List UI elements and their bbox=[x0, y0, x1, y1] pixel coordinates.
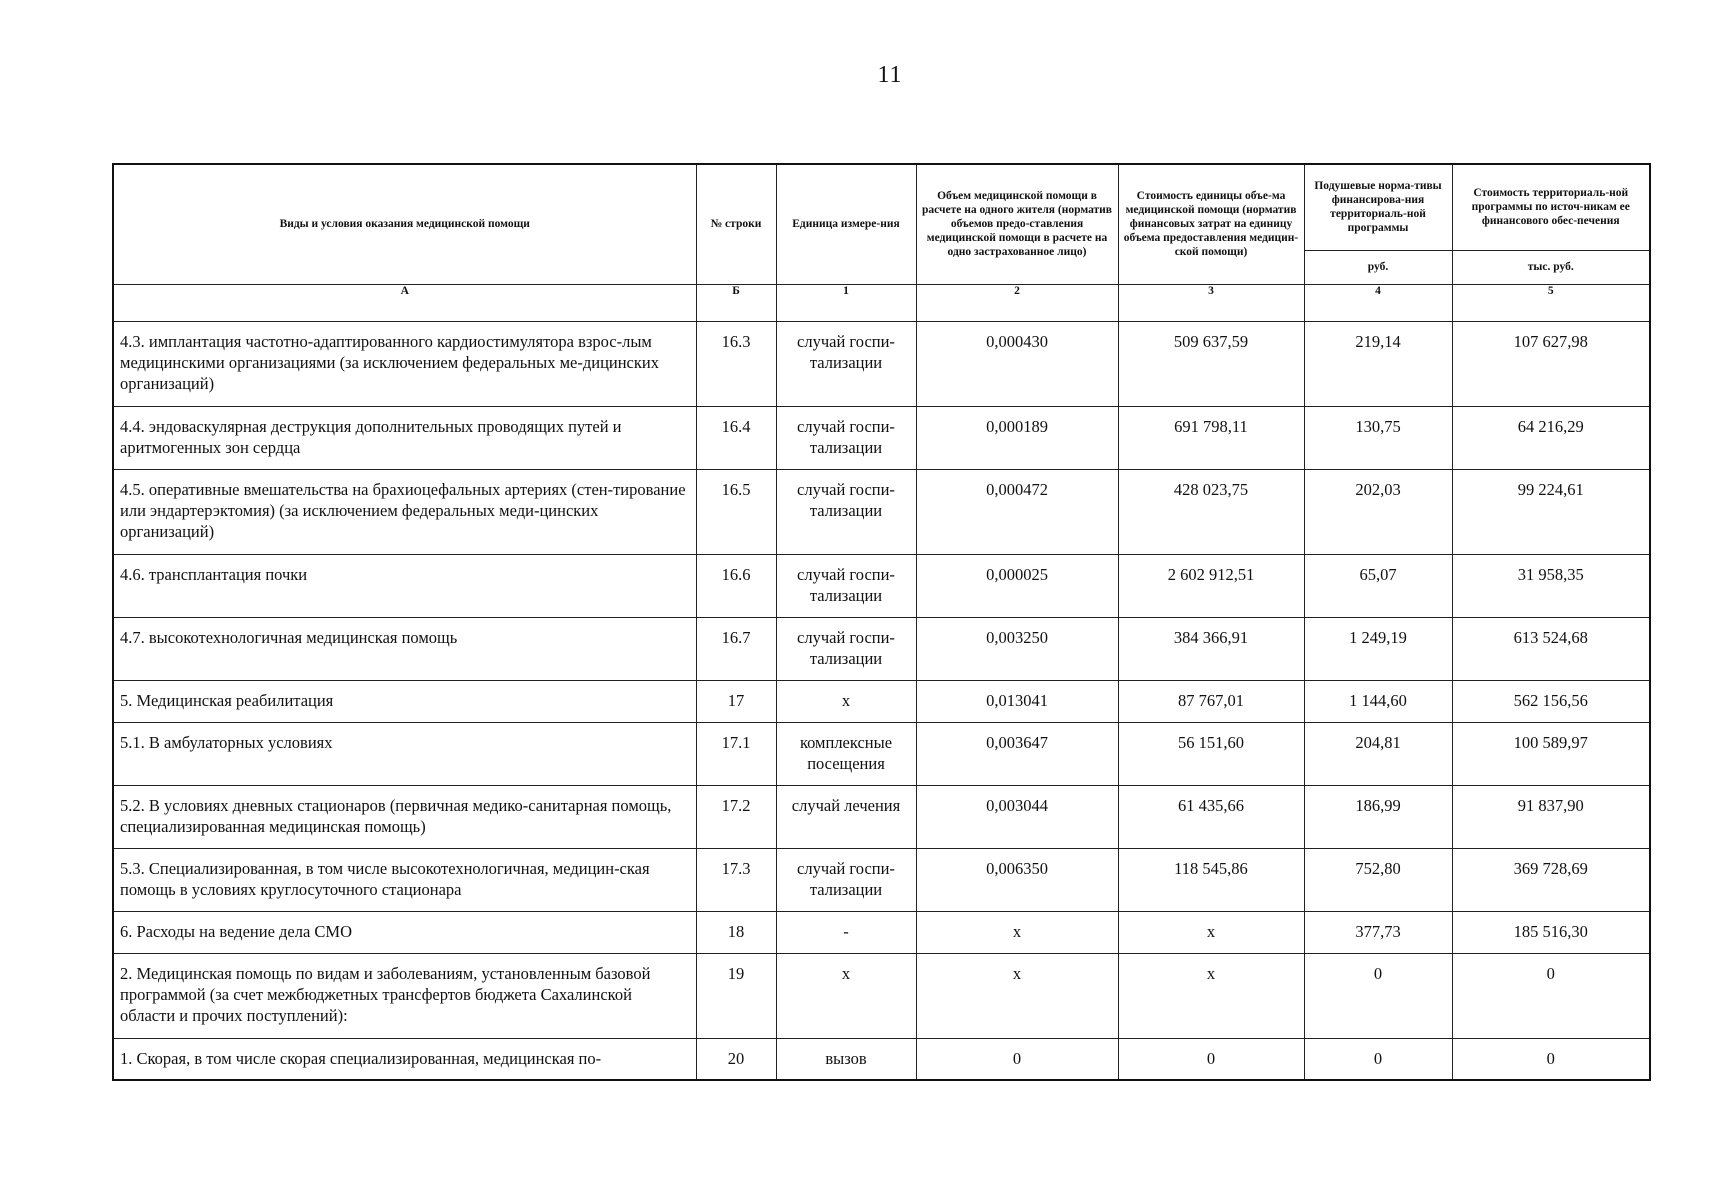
row-unit-cost: 118 545,86 bbox=[1118, 848, 1304, 911]
row-line-number: 17.3 bbox=[696, 848, 776, 911]
row-unit: х bbox=[776, 680, 916, 722]
table-header bbox=[113, 164, 1650, 321]
table-row bbox=[113, 785, 1650, 848]
row-total: 64 216,29 bbox=[1452, 406, 1650, 469]
header-volume: Объем медицинской помощи в расчете на одного жителя (норматив объемов предо-ставления медицинской помощи в расчете на одно застрахованное лицо) bbox=[916, 164, 1118, 284]
table-row bbox=[113, 953, 1650, 1038]
row-unit-cost: 691 798,11 bbox=[1118, 406, 1304, 469]
header-program-cost-unit: тыс. руб. bbox=[1452, 250, 1650, 284]
row-name: 5.1. В амбулаторных условиях bbox=[113, 722, 696, 785]
row-line-number: 17.1 bbox=[696, 722, 776, 785]
row-total: 91 837,90 bbox=[1452, 785, 1650, 848]
header-per-capita: Подушевые норма-тивы финансирова-ния территориаль-ной программы bbox=[1304, 164, 1452, 250]
row-name: 4.4. эндоваскулярная деструкция дополнительных проводящих путей и аритмогенных зон сердца bbox=[113, 406, 696, 469]
row-line-number: 18 bbox=[696, 911, 776, 953]
row-per-capita: 65,07 bbox=[1304, 554, 1452, 617]
row-volume: 0,000472 bbox=[916, 469, 1118, 554]
row-total: 0 bbox=[1452, 953, 1650, 1038]
row-name: 5.2. В условиях дневных стационаров (первичная медико-санитарная помощь, специализированная медицинская помощь) bbox=[113, 785, 696, 848]
table-body bbox=[113, 321, 1650, 1080]
row-unit-cost: 87 767,01 bbox=[1118, 680, 1304, 722]
column-number: 5 bbox=[1452, 284, 1650, 321]
row-volume: 0,003044 bbox=[916, 785, 1118, 848]
row-total: 99 224,61 bbox=[1452, 469, 1650, 554]
row-unit: случай лечения bbox=[776, 785, 916, 848]
row-line-number: 16.7 bbox=[696, 617, 776, 680]
row-volume: х bbox=[916, 953, 1118, 1038]
row-unit-cost: 2 602 912,51 bbox=[1118, 554, 1304, 617]
row-line-number: 17.2 bbox=[696, 785, 776, 848]
row-name: 6. Расходы на ведение дела СМО bbox=[113, 911, 696, 953]
row-volume: 0,006350 bbox=[916, 848, 1118, 911]
column-number: 3 bbox=[1118, 284, 1304, 321]
row-unit-cost: 0 bbox=[1118, 1038, 1304, 1080]
row-line-number: 19 bbox=[696, 953, 776, 1038]
row-name: 2. Медицинская помощь по видам и заболеваниям, установленным базовой программой (за счет межбюджетных трансфертов бюджета Сахалинской области и прочих поступлений): bbox=[113, 953, 696, 1038]
column-number: 4 bbox=[1304, 284, 1452, 321]
row-name: 4.3. имплантация частотно-адаптированного кардиостимулятора взрос-лым медицинскими организациями (за исключением федеральных ме-дицинских организаций) bbox=[113, 321, 696, 406]
table-row bbox=[113, 554, 1650, 617]
row-total: 562 156,56 bbox=[1452, 680, 1650, 722]
row-line-number: 17 bbox=[696, 680, 776, 722]
table-row bbox=[113, 848, 1650, 911]
row-per-capita: 377,73 bbox=[1304, 911, 1452, 953]
row-line-number: 16.3 bbox=[696, 321, 776, 406]
row-unit: х bbox=[776, 953, 916, 1038]
row-volume: 0,003250 bbox=[916, 617, 1118, 680]
row-volume: 0,000430 bbox=[916, 321, 1118, 406]
column-number: Б bbox=[696, 284, 776, 321]
header-unit: Единица измере-ния bbox=[776, 164, 916, 284]
row-unit-cost: 428 023,75 bbox=[1118, 469, 1304, 554]
row-per-capita: 0 bbox=[1304, 953, 1452, 1038]
row-unit: - bbox=[776, 911, 916, 953]
row-unit-cost: 509 637,59 bbox=[1118, 321, 1304, 406]
row-per-capita: 202,03 bbox=[1304, 469, 1452, 554]
table-row bbox=[113, 469, 1650, 554]
financing-table bbox=[112, 163, 1651, 1081]
row-volume: 0,000189 bbox=[916, 406, 1118, 469]
row-per-capita: 219,14 bbox=[1304, 321, 1452, 406]
column-number-row bbox=[113, 284, 1650, 321]
row-unit: вызов bbox=[776, 1038, 916, 1080]
row-volume: 0,003647 bbox=[916, 722, 1118, 785]
row-unit: случай госпи-тализации bbox=[776, 321, 916, 406]
table-row bbox=[113, 722, 1650, 785]
row-volume: 0,000025 bbox=[916, 554, 1118, 617]
row-unit: случай госпи-тализации bbox=[776, 554, 916, 617]
row-line-number: 16.5 bbox=[696, 469, 776, 554]
row-unit: комплексные посещения bbox=[776, 722, 916, 785]
header-program-cost: Стоимость территориаль-ной программы по источ-никам ее финансового обес-печения bbox=[1452, 164, 1650, 250]
row-per-capita: 186,99 bbox=[1304, 785, 1452, 848]
row-total: 185 516,30 bbox=[1452, 911, 1650, 953]
row-unit: случай госпи-тализации bbox=[776, 406, 916, 469]
table-row bbox=[113, 617, 1650, 680]
header-line-number: № строки bbox=[696, 164, 776, 284]
table-row bbox=[113, 911, 1650, 953]
row-total: 613 524,68 bbox=[1452, 617, 1650, 680]
row-line-number: 16.6 bbox=[696, 554, 776, 617]
row-name: 4.5. оперативные вмешательства на брахиоцефальных артериях (стен-тирование или эндартерэктомия) (за исключением федеральных меди-цинских организаций) bbox=[113, 469, 696, 554]
row-name: 4.6. трансплантация почки bbox=[113, 554, 696, 617]
row-line-number: 20 bbox=[696, 1038, 776, 1080]
row-per-capita: 1 249,19 bbox=[1304, 617, 1452, 680]
column-number: 2 bbox=[916, 284, 1118, 321]
table-row bbox=[113, 321, 1650, 406]
page-number: 11 bbox=[877, 62, 903, 88]
row-volume: х bbox=[916, 911, 1118, 953]
table-row bbox=[113, 1038, 1650, 1080]
row-per-capita: 130,75 bbox=[1304, 406, 1452, 469]
row-per-capita: 1 144,60 bbox=[1304, 680, 1452, 722]
row-total: 107 627,98 bbox=[1452, 321, 1650, 406]
row-line-number: 16.4 bbox=[696, 406, 776, 469]
row-name: 5.3. Специализированная, в том числе высокотехнологичная, медицин-ская помощь в условиях круглосуточного стационара bbox=[113, 848, 696, 911]
header-care-type: Виды и условия оказания медицинской помощи bbox=[113, 164, 696, 284]
row-unit: случай госпи-тализации bbox=[776, 848, 916, 911]
row-unit-cost: 61 435,66 bbox=[1118, 785, 1304, 848]
row-total: 0 bbox=[1452, 1038, 1650, 1080]
row-unit-cost: 384 366,91 bbox=[1118, 617, 1304, 680]
row-unit-cost: х bbox=[1118, 911, 1304, 953]
header-per-capita-unit: руб. bbox=[1304, 250, 1452, 284]
header-unit-cost: Стоимость единицы объе-ма медицинской помощи (норматив финансовых затрат на единицу объема предоставления медицин-ской помощи) bbox=[1118, 164, 1304, 284]
row-per-capita: 752,80 bbox=[1304, 848, 1452, 911]
row-unit: случай госпи-тализации bbox=[776, 469, 916, 554]
column-number: А bbox=[113, 284, 696, 321]
row-total: 31 958,35 bbox=[1452, 554, 1650, 617]
table-row bbox=[113, 680, 1650, 722]
row-name: 4.7. высокотехнологичная медицинская помощь bbox=[113, 617, 696, 680]
row-unit-cost: 56 151,60 bbox=[1118, 722, 1304, 785]
row-name: 5. Медицинская реабилитация bbox=[113, 680, 696, 722]
row-unit: случай госпи-тализации bbox=[776, 617, 916, 680]
row-unit-cost: х bbox=[1118, 953, 1304, 1038]
row-per-capita: 0 bbox=[1304, 1038, 1452, 1080]
row-per-capita: 204,81 bbox=[1304, 722, 1452, 785]
row-total: 100 589,97 bbox=[1452, 722, 1650, 785]
column-number: 1 bbox=[776, 284, 916, 321]
row-total: 369 728,69 bbox=[1452, 848, 1650, 911]
row-volume: 0,013041 bbox=[916, 680, 1118, 722]
row-volume: 0 bbox=[916, 1038, 1118, 1080]
row-name: 1. Скорая, в том числе скорая специализированная, медицинская по- bbox=[113, 1038, 696, 1080]
table-row bbox=[113, 406, 1650, 469]
